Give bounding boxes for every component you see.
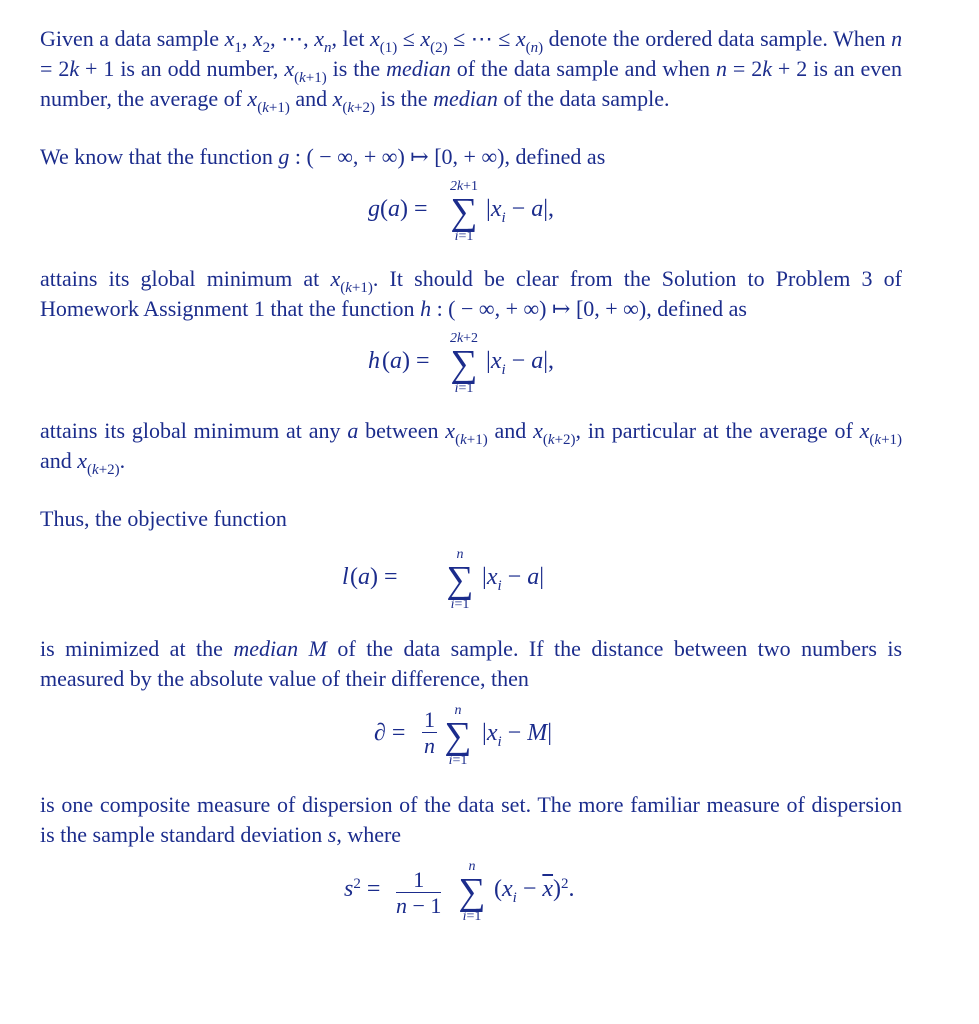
paragraph-function-g: We know that the function g : ( − ∞, + ∞) ↦ [0, + ∞), defined as [40,144,606,169]
paragraph-minimum-h: attains its global minimum at any a between $x_{(k+1)}$ and $x_{(k+2)}$, in particular at the average of $x_{(k+1)}$ and $x_{(k+2)}$. [40,418,903,478]
document-page [40,24,902,944]
paragraph-standard-deviation: is one composite measure of dispersion of the data set. The more familiar measure of dispersion is the sample standard deviation s, where [40,792,902,847]
equation-g: g (a) = 2k+1 ∑ i=1 $|x_i - a|$, [368,179,554,244]
paragraph-median-definition: Given a data sample $x_1$, $x_2$, ⋯, $x_n$, let $x_{(1)} \le x_{(2)}$ ≤ ⋯ ≤ $x_{(n)}$ denote the ordered data sample. When n = 2k + 1 is an odd number, $x_{(k+1)}$ is the median of the data sample and when n = 2k + 2 is an even number, the average of $x_{(k+1)}$ and $x_{(k+2)}$ is the median of the data sample. [40,26,903,116]
equation-l: l (a) = n ∑ i=1 $|x_i - a|$ [342,547,544,612]
paragraph-objective: Thus, the objective function [40,506,287,531]
equation-variance: $s^2$ = $\frac{1}{n - 1}$ n ∑ i=1 $(x_i - \overline{x})^2$. [344,859,575,924]
paragraph-function-h: attains its global minimum at $x_{(k+1)}$. It should be clear from the Solution to Problem 3 of Homework Assignment 1 that the function h : ( − ∞, + ∞) ↦ [0, + ∞), defined as [40,266,903,321]
equation-h: h (a) = 2k+2 ∑ i=1 $|x_i - a|$, [368,331,554,396]
paragraph-minimized: is minimized at the median M of the data sample. If the distance between two numbers is measured by the absolute value of their difference, then [40,636,903,691]
equation-dispersion: ∂ = $\frac{1}{n}$ n ∑ i=1 $|x_i - M|$ [374,703,552,768]
